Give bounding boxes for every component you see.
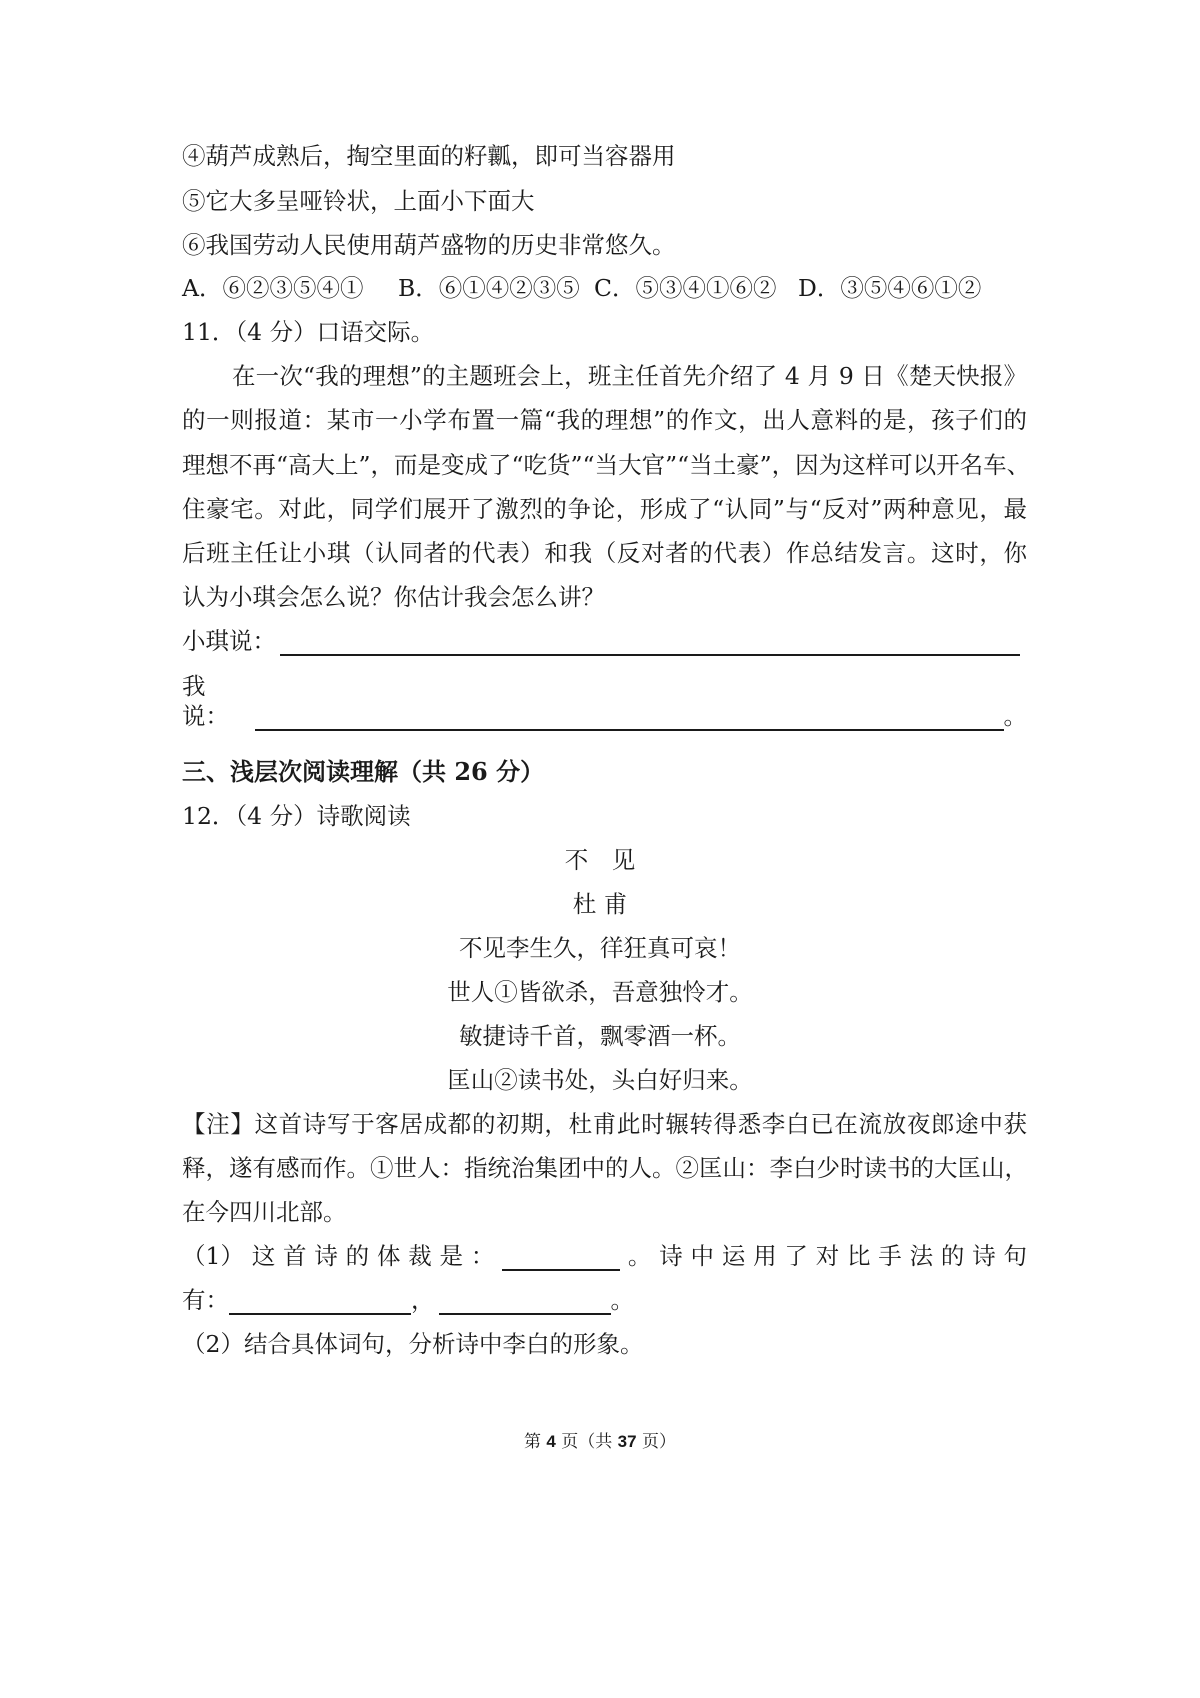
sub1-text: 裁 [408, 1242, 432, 1270]
q11-paragraph-line: 后班主任让小琪（认同者的代表）和我（反对者的代表）作总结发言。这时，你 [182, 539, 1027, 567]
q11-paragraph-line: 住豪宅。对此，同学们展开了激烈的争论，形成了“认同”与“反对”两种意见，最 [182, 495, 1027, 523]
question-11-title: 11．（4 分）口语交际。 [182, 318, 435, 346]
sub1-text: 中 [690, 1242, 715, 1270]
poem-line: 不见李生久，徉狂真可哀！ [459, 934, 741, 962]
sub1-text: 的 [345, 1242, 370, 1270]
q11-paragraph-line: 的一则报道：某市一小学布置一篇“我的理想”的作文，出人意料的是，孩子们的 [182, 406, 1027, 434]
sub1-text: 的 [940, 1242, 965, 1270]
footer-prefix: 第 [523, 1432, 547, 1452]
sub1-text: ： [470, 1242, 495, 1270]
question-12-title: 12．（4 分）诗歌阅读 [182, 802, 411, 830]
poem-title: 不 见 [564, 846, 636, 874]
section-3-heading: 三、浅层次阅读理解（共 26 分） [182, 757, 545, 786]
sub1-text: 用 [753, 1242, 777, 1270]
sub1-text: 运 [721, 1242, 746, 1270]
wo-answer-row [182, 671, 1027, 731]
sub1-text: 了 [784, 1242, 808, 1270]
sub1-text: 句 [1003, 1242, 1027, 1270]
poem-line: 敏捷诗千首，飘零酒一杯。 [459, 1022, 741, 1050]
sub1-text: 对 [815, 1242, 840, 1270]
footer-page-number: 4 [546, 1432, 556, 1451]
poem-line: 世人①皆欲杀，吾意独怜才。 [447, 978, 753, 1006]
xiaoqi-answer-row [182, 626, 1027, 656]
poem-note-last-line: 在今四川北部。 [182, 1198, 347, 1226]
poem-line: 匡山②读书处，头白好归来。 [447, 1066, 753, 1094]
poem-note-line: 释，遂有感而作。①世人：指统治集团中的人。②匡山：李白少时读书的大匡山， [182, 1154, 1028, 1182]
sub1-text: 是 [439, 1242, 464, 1270]
xiaoqi-label: 小琪说： [182, 627, 276, 655]
xiaoqi-answer-blank[interactable] [280, 628, 1020, 656]
sub-question-2: （2）结合具体词句，分析诗中李白的形象。 [182, 1330, 644, 1358]
option-c: C．⑤③④①⑥② [594, 274, 777, 302]
sub1-line2-start: 有： [182, 1286, 229, 1314]
sub-question-1-line-2 [182, 1285, 1027, 1315]
sub1-text: 。 [627, 1242, 652, 1270]
option-d: D．③⑤④⑥①② [798, 274, 982, 302]
sub1-text: 体 [376, 1242, 401, 1270]
footer-middle: 页（共 [555, 1432, 618, 1452]
footer-suffix: 页） [636, 1432, 676, 1452]
wo-end-punct: 。 [1003, 702, 1027, 730]
list-item-5: ⑤它大多呈哑铃状，上面小下面大 [182, 187, 535, 215]
sub1-text: 法 [909, 1242, 934, 1270]
sub1-text: （1） [182, 1242, 244, 1270]
footer-total-pages: 37 [617, 1432, 637, 1451]
sub1-text: 首 [283, 1242, 307, 1270]
sub-question-1-line-1 [182, 1241, 1027, 1271]
sub1-text: 诗 [659, 1242, 683, 1270]
sub1-text: 诗 [972, 1242, 996, 1270]
list-item-6: ⑥我国劳动人民使用葫芦盛物的历史非常悠久。 [182, 231, 676, 259]
answer-options [182, 273, 1027, 303]
q11-paragraph-line: 在一次“我的理想”的主题班会上，班主任首先介绍了 4 月 9 日《楚天快报》 [232, 362, 1027, 390]
sub1-text: 手 [878, 1242, 902, 1270]
poem-author: 杜 甫 [572, 890, 628, 918]
option-a: A．⑥②③⑤④① [182, 274, 364, 302]
q11-paragraph-line: 理想不再“高大上”，而是变成了“吃货”“当大官”“当土豪”，因为这样可以开名车、 [182, 451, 1031, 479]
page-footer [0, 1431, 1200, 1453]
wo-label: 我说： [182, 672, 229, 730]
sub1-line2-end: 。 [610, 1286, 634, 1314]
wo-answer-blank[interactable] [255, 703, 1003, 731]
sub1-text: 比 [847, 1242, 871, 1270]
sub1-text: 诗 [314, 1242, 338, 1270]
sub1-line2-sep: ， [411, 1286, 435, 1314]
q11-paragraph-last-line: 认为小琪会怎么说？你估计我会怎么讲？ [182, 583, 605, 611]
contrast-line-blank-2[interactable] [439, 1287, 611, 1315]
contrast-line-blank-1[interactable] [229, 1287, 411, 1315]
option-b: B．⑥①④②③⑤ [398, 274, 580, 302]
list-item-4: ④葫芦成熟后，掏空里面的籽瓤，即可当容器用 [182, 142, 676, 170]
sub1-text: 这 [251, 1242, 276, 1270]
poem-note-line: 【注】这首诗写于客居成都的初期，杜甫此时辗转得悉李白已在流放夜郎途中获 [182, 1110, 1027, 1138]
genre-answer-blank[interactable] [502, 1243, 620, 1271]
